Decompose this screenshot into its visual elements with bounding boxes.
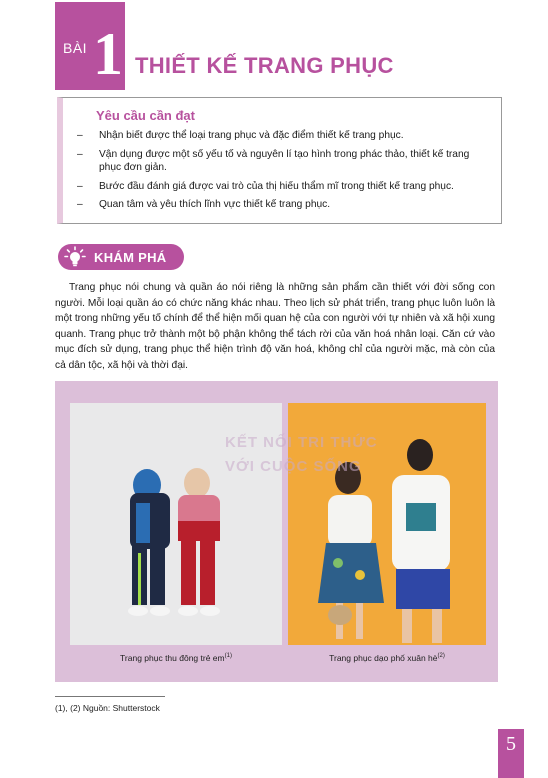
explore-section-header bbox=[58, 244, 184, 270]
page-number: 5 bbox=[498, 729, 524, 778]
lesson-badge bbox=[55, 2, 125, 90]
requirement-text: Bước đầu đánh giá được vai trò của thị hiếu thẩm mĩ trong thiết kế trang phục. bbox=[99, 180, 454, 192]
requirement-text: Quan tâm và yêu thích lĩnh vực thiết kế trang phục. bbox=[99, 199, 331, 210]
figure-panel bbox=[55, 381, 498, 682]
figure-caption-right bbox=[288, 653, 486, 663]
requirements-title: Yêu cầu cần đạt bbox=[96, 108, 195, 123]
requirements-box bbox=[57, 97, 502, 224]
caption-text: Trang phục thu đông trẻ em bbox=[120, 653, 225, 663]
watermark bbox=[225, 431, 378, 479]
caption-ref: (1) bbox=[224, 653, 232, 660]
caption-ref: (2) bbox=[437, 653, 445, 660]
intro-paragraph: Trang phục nói chung và quần áo nói riêng là những sản phẩm cần thiết với đời sống con người. Mỗi loại quần áo có chức năng khác nhau. Theo lịch sử phát triển, trang phục luôn luôn là một trong những yếu tố chính để thể hiện mối quan hệ của con người với tự nhiên và xã hội xung quanh. Trang phục trở thành một bộ phận không thể tách rời của văn hoá nhân loại. Căn cứ vào mục đích sử dụng, trang phục thể hiện trình độ văn hoá, không chỉ của người mặc, mà còn của cả dân tộc, xã hội và thời đại. bbox=[55, 282, 495, 371]
watermark-line: VỚI CUỘC SỐNG bbox=[225, 458, 362, 475]
footnote: (1), (2) Nguồn: Shutterstock bbox=[55, 703, 160, 713]
lesson-word: BÀI bbox=[63, 40, 88, 56]
watermark-line: KẾT NỐI TRI THỨC bbox=[225, 434, 378, 451]
footnote-divider bbox=[55, 696, 165, 697]
list-item: – Quan tâm và yêu thích lĩnh vực thiết kế trang phục. bbox=[77, 198, 492, 212]
lightbulb-icon bbox=[60, 244, 90, 270]
requirements-list bbox=[77, 129, 492, 217]
requirement-text: Vận dụng được một số yếu tố và nguyên lí tạo hình trong phác thảo, thiết kế trang phục đơn giản. bbox=[99, 148, 470, 173]
lesson-title: THIẾT KẾ TRANG PHỤC bbox=[135, 53, 394, 78]
requirement-text: Nhận biết được thể loại trang phục và đặc điểm thiết kế trang phục. bbox=[99, 130, 404, 141]
caption-text: Trang phục dạo phố xuân hè bbox=[329, 653, 438, 663]
figure-caption-left bbox=[70, 653, 282, 663]
lesson-number: 1 bbox=[93, 21, 123, 87]
list-item: – Vận dụng được một số yếu tố và nguyên lí tạo hình trong phác thảo, thiết kế trang phục đơn giản. bbox=[77, 148, 492, 175]
list-item: – Bước đầu đánh giá được vai trò của thị hiếu thẩm mĩ trong thiết kế trang phục. bbox=[77, 180, 492, 194]
list-item: – Nhận biết được thể loại trang phục và đặc điểm thiết kế trang phục. bbox=[77, 129, 492, 143]
section-label: KHÁM PHÁ bbox=[94, 249, 167, 265]
